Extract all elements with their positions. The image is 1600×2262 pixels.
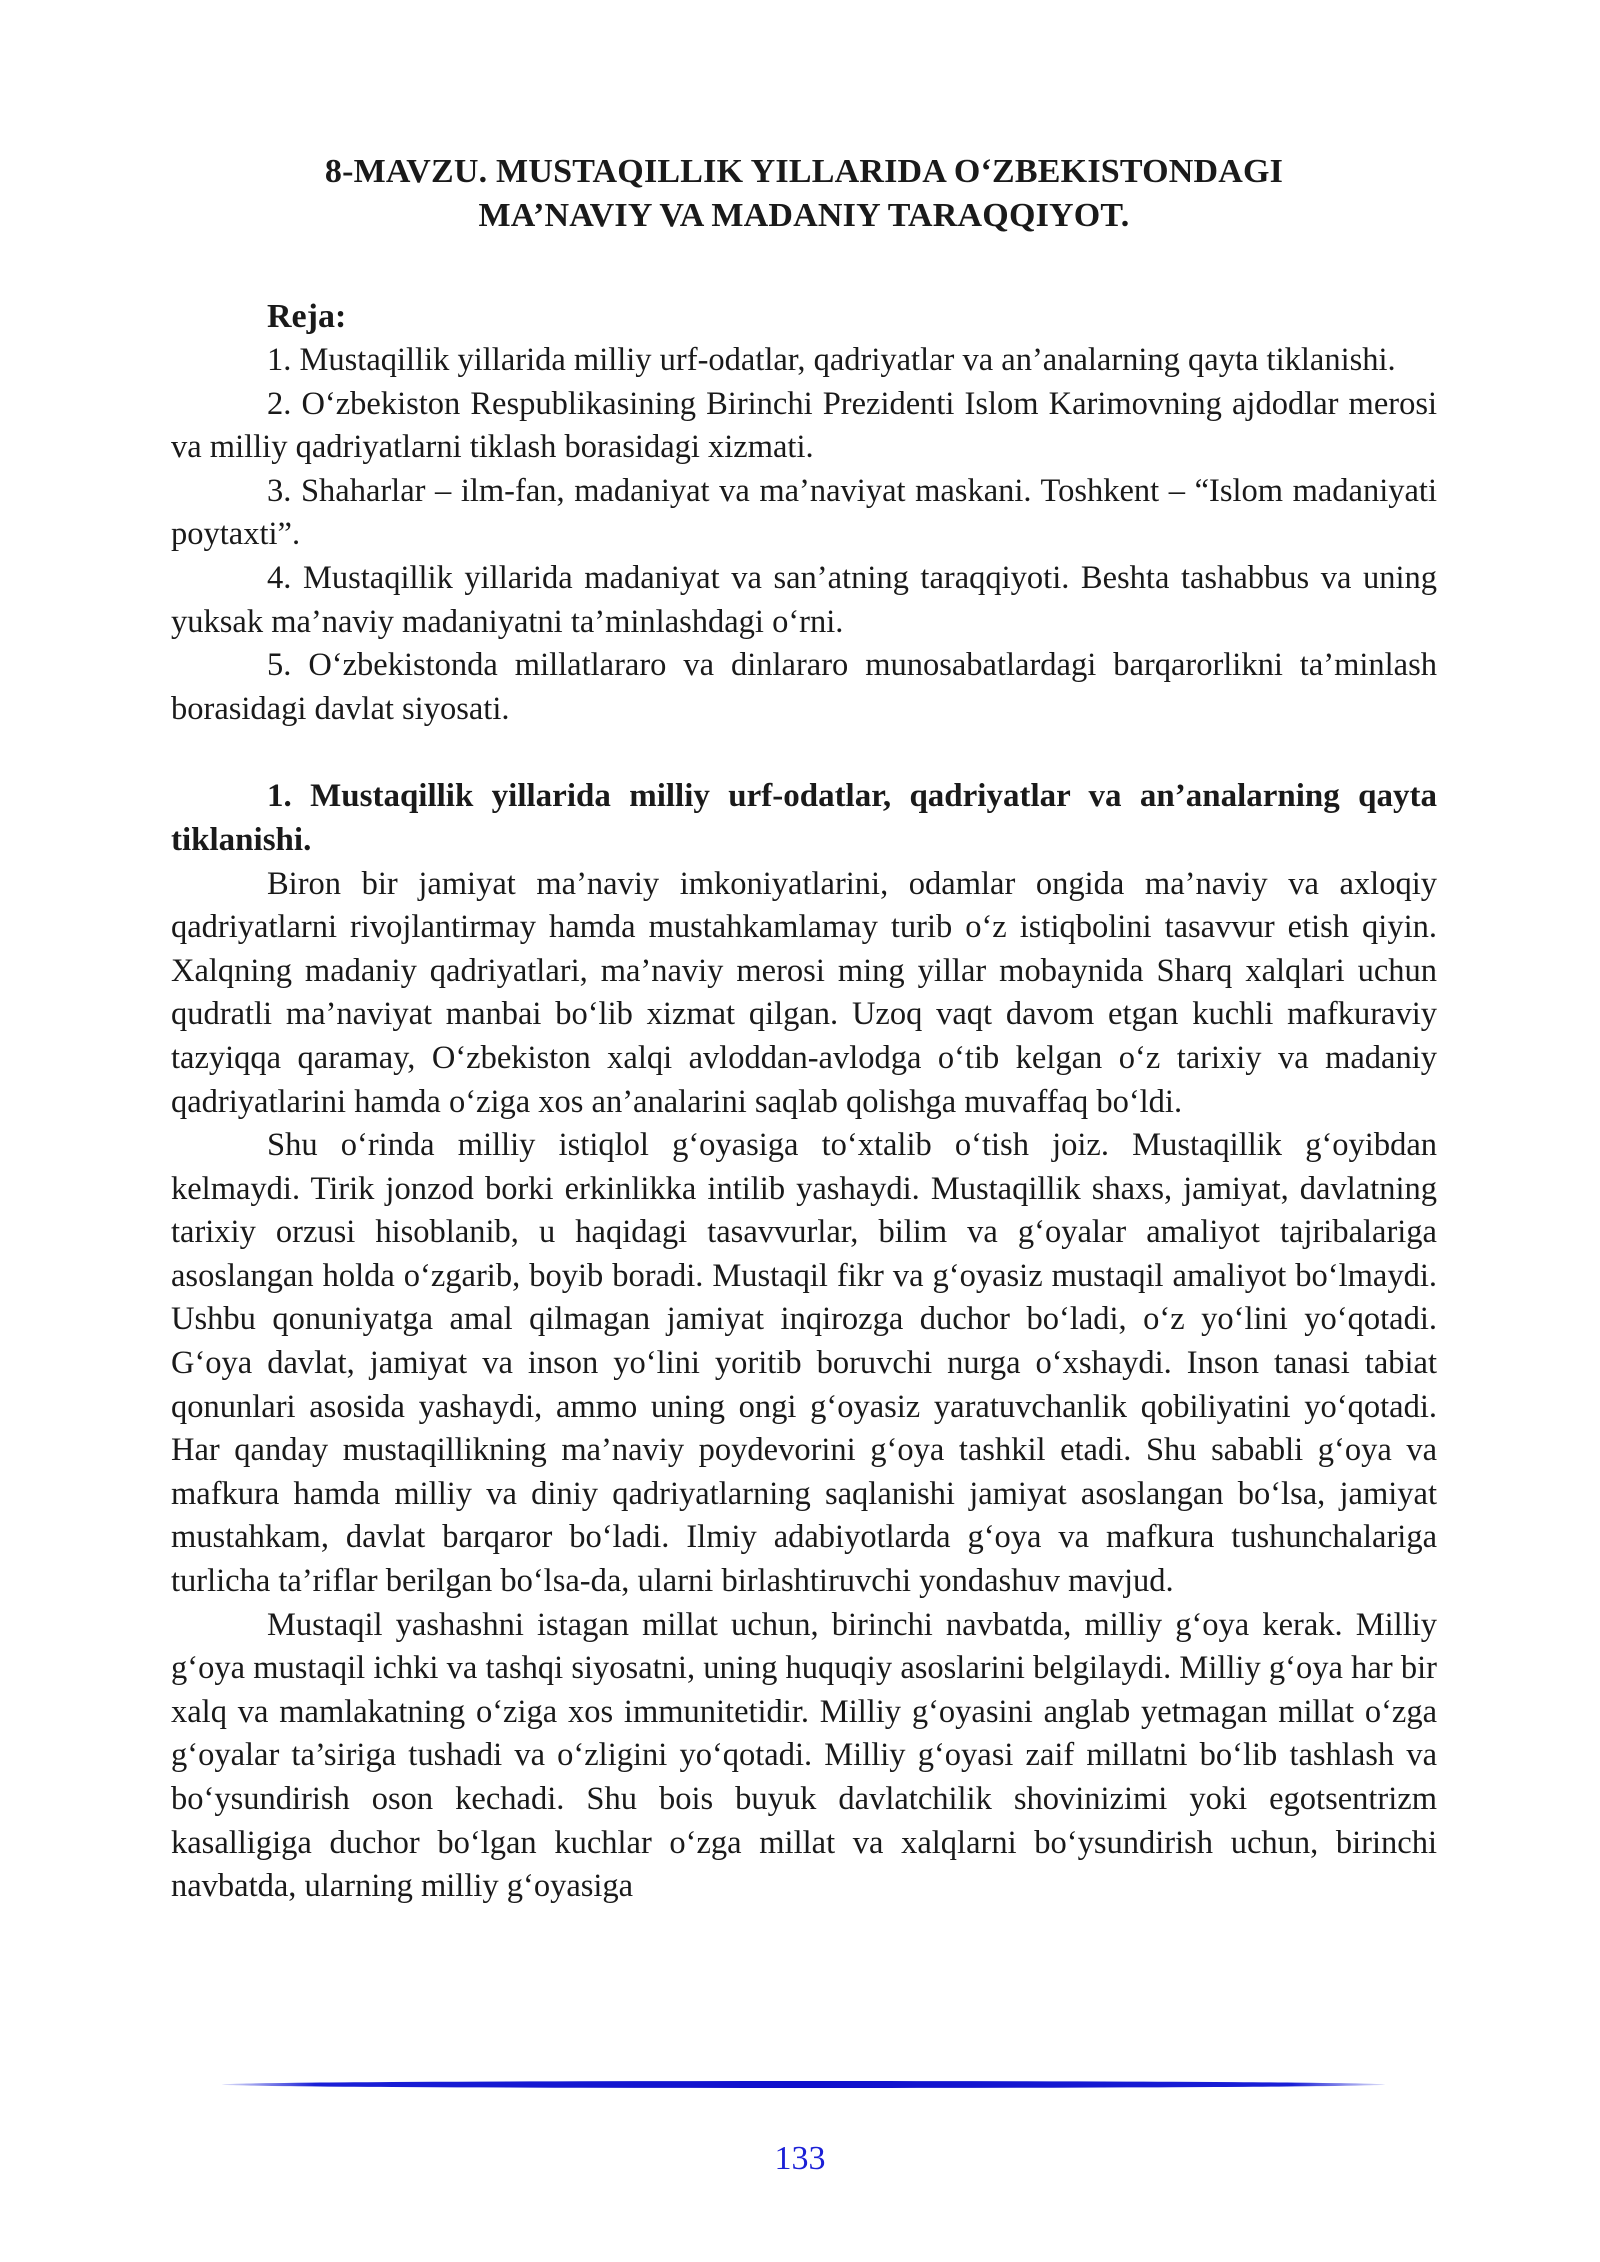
plan-item: 3. Shaharlar – ilm-fan, madaniyat va ma’naviyat maskani. Toshkent – “Islom madaniyati poytaxti”.: [171, 472, 1437, 553]
body-paragraph: Biron bir jamiyat ma’naviy imkoniyatlarini, odamlar ongida ma’naviy va axloqiy qadriyatlarni rivojlantirmay hamda mustahkamlamay turib o‘z istiqbolini tasavvur etish qiyin. Xalqning madaniy qadriyatlari, ma’naviy merosi ming yillar mobaynida Sharq xalqlari uchun qudratli ma’naviyat manbai bo‘lib xizmat qilgan. Uzoq vaqt davom etgan kuchli mafkuraviy tazyiqqa qaramay, O‘zbekiston xalqi avloddan-avlodga o‘tib kelgan o‘z tarixiy va madaniy qadriyatlarini hamda o‘ziga xos an’analarini saqlab qolishga muvaffaq bo‘ldi.: [171, 865, 1437, 1120]
plan-heading: Reja:: [267, 298, 347, 335]
title-line-1: 8-MAVZU. MUSTAQILLIK YILLARIDA O‘ZBEKISTONDAGI: [324, 153, 1284, 190]
plan-item: 4. Mustaqillik yillarida madaniyat va san’atning taraqqiyoti. Beshta tashabbus va uning yuksak ma’naviy madaniyatni ta’minlashdagi o‘rni.: [171, 559, 1437, 640]
plan-item: 1. Mustaqillik yillarida milliy urf-odatlar, qadriyatlar va an’analarning qayta tiklanishi.: [267, 342, 1396, 378]
document-page: [171, 150, 1437, 1909]
section-body: [171, 863, 1437, 1909]
plan-list: [171, 339, 1437, 731]
title-line-2: MA’NAVIY VA MADANIY TARAQQIYOT.: [478, 197, 1130, 234]
plan-item: 2. O‘zbekiston Respublikasining Birinchi Prezidenti Islom Karimovning ajdodlar merosi va milliy qadriyatlarni tiklash borasidagi xizmati.: [171, 385, 1437, 466]
body-paragraph: Shu o‘rinda milliy istiqlol g‘oyasiga to‘xtalib o‘tish joiz. Mustaqillik g‘oyibdan kelmaydi. Tirik jonzod borki erkinlikka intilib yashaydi. Mustaqillik shaxs, jamiyat, davlatning tarixiy orzusi hisoblanib, u haqidagi tasavvurlar, bilim va g‘oyalar amaliyot tajribalariga asoslangan holda o‘zgarib, boyib boradi. Mustaqil fikr va g‘oyasiz mustaqil amaliyot bo‘lmaydi. Ushbu qonuniyatga amal qilmagan jamiyat inqirozga duchor bo‘ladi, o‘z yo‘lini yo‘qotadi. G‘oya davlat, jamiyat va inson yo‘lini yoritib boruvchi nurga o‘xshaydi. Inson tanasi tabiat qonunlari asosida yashaydi, ammo uning ongi g‘oyasiz yaratuvchanlik qobiliyatini yo‘qotadi. Har qanday mustaqillikning ma’naviy poydevorini g‘oya tashkil etadi. Shu sababli g‘oya va mafkura hamda milliy va diniy qadriyatlarning saqlanishi jamiyat asoslangan bo‘lsa, jamiyat mustahkam, davlat barqaror bo‘ladi. Ilmiy adabiyotlarda g‘oya va mafkura tushunchalariga turlicha ta’riflar berilgan bo‘lsa-da, ularni birlashtiruvchi yondashuv mavjud.: [171, 1127, 1437, 1600]
footer-divider: [222, 2081, 1385, 2088]
page-number: 133: [774, 2140, 826, 2177]
plan-item: 5. O‘zbekistonda millatlararo va dinlararo munosabatlardagi barqarorlikni ta’minlash borasidagi davlat siyosati.: [171, 647, 1437, 727]
section-heading: 1. Mustaqillik yillarida milliy urf-odatlar, qadriyatlar va an’analarning qayta tiklanishi.: [171, 778, 1437, 858]
page-title: [171, 150, 1437, 238]
body-paragraph: Mustaqil yashashni istagan millat uchun, birinchi navbatda, milliy g‘oya kerak. Milliy g‘oya mustaqil ichki va tashqi siyosatni, uning huquqiy asoslarini belgilaydi. Milliy g‘oya har bir xalq va mamlakatning o‘ziga xos immunitetidir. Milliy g‘oyasini anglab yetmagan millat o‘zga g‘oyalar ta’siriga tushadi va o‘zligini yo‘qotadi. Milliy g‘oyasi zaif millatni bo‘lib tashlash va bo‘ysundirish oson kechadi. Shu bois buyuk davlatchilik shovinizimi yoki egotsentrizm kasalligiga duchor bo‘lgan kuchlar o‘zga millat va xalqlarni bo‘ysundirish uchun, birinchi navbatda, ularning milliy g‘oyasiga: [171, 1606, 1437, 1905]
